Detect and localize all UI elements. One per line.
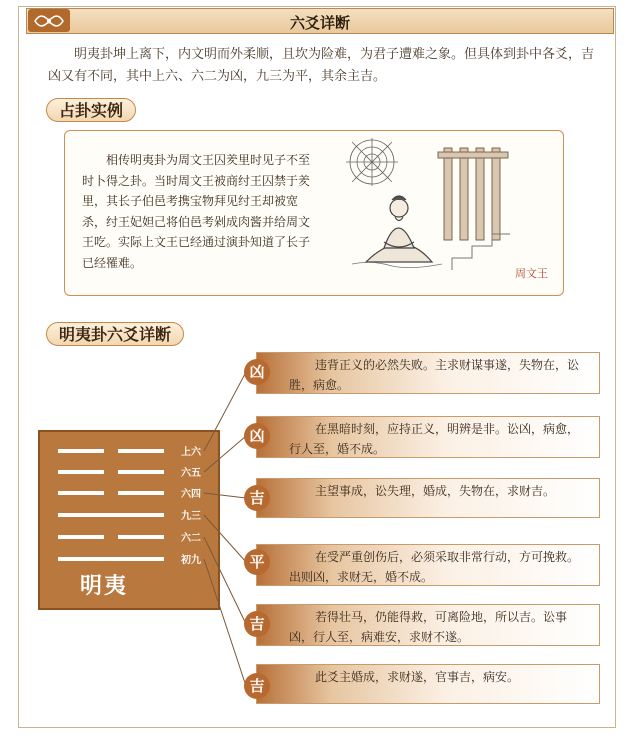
connector-line <box>204 559 246 686</box>
example-story: 相传明夷卦为周文王囚羑里时见子不至时卜得之卦。当时周文王被商纣王囚禁于羑里，其长子伯邑考携宝物拜见纣王却被宽杀，纣王妃妲己将伯邑考剁成肉酱并给周文王吃。实际上文王已经通过演卦知道了长子已经罹难。 <box>82 153 311 270</box>
line-label: 六五 <box>181 468 201 479</box>
line-label: 六二 <box>181 533 201 544</box>
connector-line <box>204 372 246 451</box>
verdict-box <box>256 664 600 704</box>
verdict-badge: 吉 <box>244 485 270 511</box>
verdict-badge: 吉 <box>244 673 270 699</box>
verdict-text: 违背正义的必然失败。主求财谋事遂，失物在，讼胜，病愈。 <box>289 358 580 392</box>
line-label: 六四 <box>181 489 201 500</box>
illustration-caption: 周文王 <box>515 267 548 280</box>
line-label: 上六 <box>181 447 201 458</box>
line-label: 九三 <box>181 511 201 522</box>
connector-line <box>204 537 246 624</box>
connector-line <box>204 515 246 562</box>
verdict-badge: 吉 <box>244 611 270 637</box>
verdict-box <box>256 416 600 458</box>
example-heading: 占卦实例 <box>46 98 136 122</box>
verdict-text: 此爻主婚成，求财遂，官事吉，病安。 <box>315 670 520 684</box>
hexagram-name: 明夷 <box>80 574 129 599</box>
line-label: 初九 <box>181 555 201 566</box>
verdict-text: 主望事成，讼失理，婚成，失物在，求财吉。 <box>315 484 556 498</box>
connector-line <box>204 436 246 472</box>
verdict-box <box>256 352 600 394</box>
intro-paragraph: 明夷卦坤上离下，内文明而外柔顺，且坎为险难，为君子遭难之象。但具体到卦中各爻，吉凶又有不同，其中上六、六二为凶，九三为平，其余主吉。 <box>48 47 595 84</box>
page-title: 六爻详断 <box>289 14 350 32</box>
verdict-text: 在受严重创伤后，必须采取非常行动，方可挽救。出则凶，求财无，婚不成。 <box>289 550 580 584</box>
verdict-text: 若得壮马，仍能得救，可离险地，所以吉。讼事凶，行人至，病难安，求财不遂。 <box>289 610 568 644</box>
verdict-badge: 凶 <box>244 359 270 385</box>
verdict-box <box>256 544 600 586</box>
verdict-box <box>256 478 600 518</box>
verdict-badge: 凶 <box>244 423 270 449</box>
connector-line <box>204 493 246 498</box>
verdict-badge: 平 <box>244 549 270 575</box>
verdict-text: 在黑暗时刻，应持正义，明辨是非。讼凶，病愈，行人至，婚不成。 <box>289 422 580 456</box>
detail-heading: 明夷卦六爻详断 <box>46 322 184 346</box>
verdict-box <box>256 604 600 646</box>
